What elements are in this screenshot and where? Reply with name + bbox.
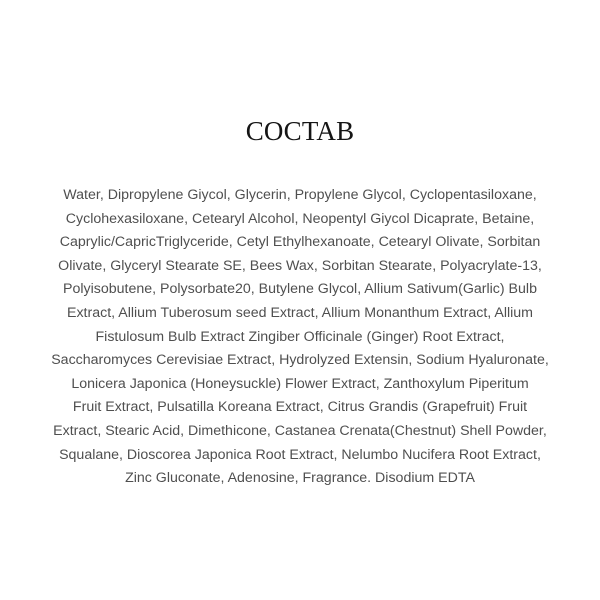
ingredients-line: Extract, Stearic Acid, Dimethicone, Castanea Crenata(Chestnut) Shell Powder, [53,422,547,439]
ingredients-line: Fistulosum Bulb Extract Zingiber Officinale (Ginger) Root Extract, [95,328,505,345]
ingredients-line: Olivate, Glyceryl Stearate SE, Bees Wax, Sorbitan Stearate, Polyacrylate-13, [58,257,542,274]
ingredients-line: Cyclohexasiloxane, Cetearyl Alcohol, Neopentyl Giycol Dicaprate, Betaine, [65,210,535,227]
ingredients-line: Caprylic/CapricTriglyceride, Cetyl Ethylhexanoate, Cetearyl Olivate, Sorbitan [59,234,541,251]
ingredients-line: Water, Dipropylene Giycol, Glycerin, Propylene Glycol, Cyclopentasiloxane, [63,187,537,203]
ingredients-line: Extract, Allium Tuberosum seed Extract, Allium Monanthum Extract, Allium [67,304,533,321]
ingredients-list [25,184,575,491]
product-title: COCTAB [245,116,355,146]
ingredients-line: Saccharomyces Cerevisiae Extract, Hydrolyzed Extensin, Sodium Hyaluronate, [51,352,549,369]
ingredients-line: Zinc Gluconate, Adenosine, Fragrance. Disodium EDTA [125,470,475,487]
ingredients-line: Squalane, Dioscorea Japonica Root Extract, Nelumbo Nucifera Root Extract, [59,446,541,463]
ingredients-line: Fruit Extract, Pulsatilla Koreana Extract, Citrus Grandis (Grapefruit) Fruit [72,399,528,416]
ingredients-line: Lonicera Japonica (Honeysuckle) Flower Extract, Zanthoxylum Piperitum [71,375,529,392]
ingredients-line: Polyisobutene, Polysorbate20, Butylene Glycol, Allium Sativum(Garlic) Bulb [63,281,537,298]
